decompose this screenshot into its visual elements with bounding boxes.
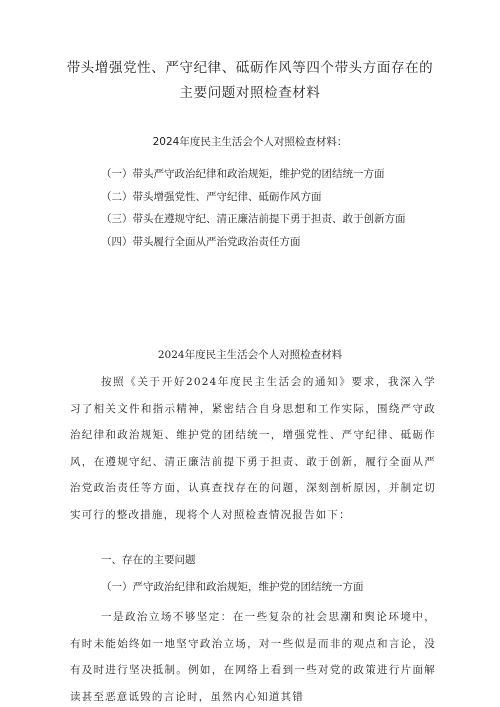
subsection-heading: （一）严守政治纪律和政治规矩，维护党的团结统一方面 — [101, 581, 364, 593]
section-heading: 一、存在的主要问题 — [101, 554, 196, 566]
toc-item: （一）带头严守政治纪律和政治规矩，维护党的团结统一方面 — [101, 168, 385, 180]
intro-paragraph: 按照《关于开好2024年度民主生活会的通知》要求，我深入学习了相关文件和指示精神，紧密结合自身思想和工作实际，围绕严守政治纪律和政治规矩、维护党的团结统一，增强党性、严守纪律、砥砺作风，在遵规守纪、清正廉洁前提下勇于担责、敢于创新，履行全面从严治党政治责任等方面，认真查找存在的问题，深刻剖析原因，并制定切实可行的整改措施，现将个人对照检查情况报告如下： — [70, 376, 436, 521]
toc-item: （四）带头履行全面从严治党政治责任方面 — [101, 235, 301, 248]
material-title: 2024年度民主生活会个人对照检查材料 — [157, 349, 343, 361]
toc-item: （二）带头增强党性、严守纪律、砥砺作风方面 — [101, 190, 322, 203]
toc-heading: 2024年度民主生活会个人对照检查材料： — [152, 136, 348, 148]
toc-list — [70, 163, 438, 253]
document-title: 带头增强党性、严守纪律、砥砺作风等四个带头方面存在的主要问题对照检查材料 — [66, 60, 434, 101]
toc-item: （三）带头在遵规守纪、清正廉洁前提下勇于担责、敢于创新方面 — [101, 213, 406, 225]
body-paragraph: 一是政治立场不够坚定：在一些复杂的社会思潮和舆论环境中，有时未能始终如一地坚守政治立场，对一些似是而非的观点和言论，没有及时进行坚决抵制。例如，在网络上看到一些对党的政策进行片面解读甚至恶意诋毁的言论时，虽然内心知道其错 — [70, 611, 436, 703]
